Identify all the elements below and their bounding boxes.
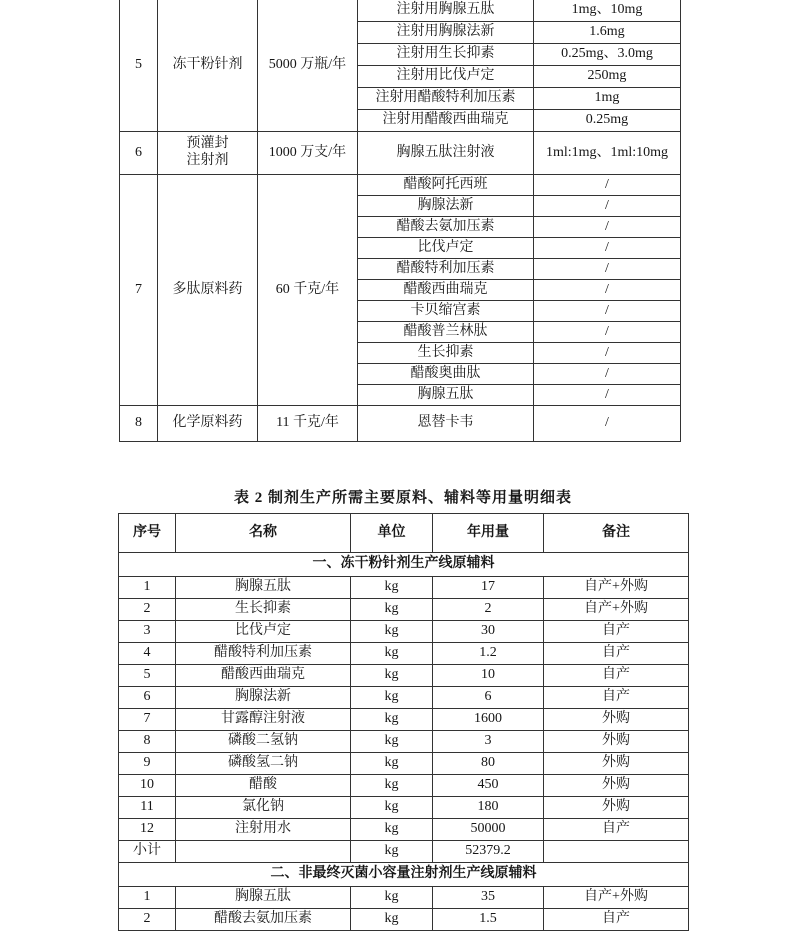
material-row xyxy=(119,753,689,775)
row-number-cell: 7 xyxy=(120,175,158,406)
material-row xyxy=(119,819,689,841)
product-name-cell: 恩替卡韦 xyxy=(358,406,534,442)
capacity-cell: 60 千克/年 xyxy=(258,175,358,406)
unit-cell: kg xyxy=(351,797,433,819)
material-row xyxy=(119,887,689,909)
product-spec-cell: / xyxy=(534,259,681,280)
material-row xyxy=(119,731,689,753)
annual-amount-cell: 1600 xyxy=(433,709,544,731)
product-spec-cell: 1ml:1mg、1ml:10mg xyxy=(534,132,681,175)
unit-cell: kg xyxy=(351,577,433,599)
product-spec-cell: / xyxy=(534,322,681,343)
seq-cell: 2 xyxy=(119,909,176,931)
material-name-cell: 比伐卢定 xyxy=(176,621,351,643)
seq-cell: 2 xyxy=(119,599,176,621)
material-name-cell: 醋酸去氨加压素 xyxy=(176,909,351,931)
note-cell: 自产 xyxy=(544,687,689,709)
note-cell: 自产+外购 xyxy=(544,599,689,621)
product-spec-cell: / xyxy=(534,364,681,385)
product-name-cell: 胸腺五肽注射液 xyxy=(358,132,534,175)
product-name-cell: 醋酸普兰林肽 xyxy=(358,322,534,343)
product-name-cell: 注射用醋酸西曲瑞克 xyxy=(358,110,534,132)
product-spec-cell: / xyxy=(534,196,681,217)
production-row xyxy=(120,132,681,175)
note-cell: 外购 xyxy=(544,797,689,819)
table2-header-seq: 序号 xyxy=(119,514,176,553)
note-cell: 自产 xyxy=(544,665,689,687)
note-cell: 外购 xyxy=(544,775,689,797)
product-spec-cell: / xyxy=(534,385,681,406)
annual-amount-cell: 3 xyxy=(433,731,544,753)
dosage-form-cell: 化学原料药 xyxy=(158,406,258,442)
table2-header-unit: 单位 xyxy=(351,514,433,553)
dosage-form-cell: 多肽原料药 xyxy=(158,175,258,406)
product-spec-cell: / xyxy=(534,238,681,259)
section-label-cell: 二、非最终灭菌小容量注射剂生产线原辅料 xyxy=(119,863,689,887)
material-name-cell: 注射用水 xyxy=(176,819,351,841)
note-cell: 外购 xyxy=(544,731,689,753)
unit-cell: kg xyxy=(351,841,433,863)
seq-cell: 1 xyxy=(119,887,176,909)
product-spec-cell: / xyxy=(534,217,681,238)
note-cell: 外购 xyxy=(544,709,689,731)
seq-cell: 10 xyxy=(119,775,176,797)
unit-cell: kg xyxy=(351,909,433,931)
capacity-cell: 11 千克/年 xyxy=(258,406,358,442)
product-spec-cell: 1mg xyxy=(534,88,681,110)
material-row xyxy=(119,909,689,931)
material-name-cell xyxy=(176,841,351,863)
production-row xyxy=(120,0,681,22)
annual-amount-cell: 450 xyxy=(433,775,544,797)
production-capacity-table xyxy=(119,0,681,442)
note-cell: 自产+外购 xyxy=(544,887,689,909)
production-row xyxy=(120,175,681,196)
product-name-cell: 胸腺法新 xyxy=(358,196,534,217)
material-name-cell: 醋酸 xyxy=(176,775,351,797)
material-row xyxy=(119,643,689,665)
table2-header-row xyxy=(119,514,689,553)
product-name-cell: 卡贝缩宫素 xyxy=(358,301,534,322)
material-row xyxy=(119,709,689,731)
production-row xyxy=(120,406,681,442)
note-cell: 自产 xyxy=(544,819,689,841)
capacity-cell: 1000 万支/年 xyxy=(258,132,358,175)
table2-header-note: 备注 xyxy=(544,514,689,553)
annual-amount-cell: 80 xyxy=(433,753,544,775)
material-name-cell: 醋酸西曲瑞克 xyxy=(176,665,351,687)
seq-cell: 9 xyxy=(119,753,176,775)
material-row xyxy=(119,841,689,863)
product-name-cell: 醋酸奥曲肽 xyxy=(358,364,534,385)
material-name-cell: 磷酸二氢钠 xyxy=(176,731,351,753)
product-name-cell: 注射用醋酸特利加压素 xyxy=(358,88,534,110)
seq-cell: 5 xyxy=(119,665,176,687)
product-name-cell: 比伐卢定 xyxy=(358,238,534,259)
seq-cell: 小计 xyxy=(119,841,176,863)
dosage-form-cell: 预灌封 注射剂 xyxy=(158,132,258,175)
product-spec-cell: / xyxy=(534,280,681,301)
product-name-cell: 醋酸特利加压素 xyxy=(358,259,534,280)
material-name-cell: 胸腺五肽 xyxy=(176,577,351,599)
material-row xyxy=(119,687,689,709)
annual-amount-cell: 6 xyxy=(433,687,544,709)
material-row xyxy=(119,621,689,643)
material-row xyxy=(119,599,689,621)
unit-cell: kg xyxy=(351,621,433,643)
material-row xyxy=(119,577,689,599)
unit-cell: kg xyxy=(351,887,433,909)
section-label-cell: 一、冻干粉针剂生产线原辅料 xyxy=(119,553,689,577)
material-name-cell: 胸腺五肽 xyxy=(176,887,351,909)
material-row xyxy=(119,665,689,687)
note-cell: 自产 xyxy=(544,621,689,643)
annual-amount-cell: 2 xyxy=(433,599,544,621)
product-name-cell: 生长抑素 xyxy=(358,343,534,364)
seq-cell: 1 xyxy=(119,577,176,599)
material-name-cell: 甘露醇注射液 xyxy=(176,709,351,731)
product-spec-cell: / xyxy=(534,343,681,364)
row-number-cell: 8 xyxy=(120,406,158,442)
product-name-cell: 胸腺五肽 xyxy=(358,385,534,406)
capacity-cell: 5000 万瓶/年 xyxy=(258,0,358,132)
note-cell: 自产 xyxy=(544,643,689,665)
unit-cell: kg xyxy=(351,687,433,709)
product-name-cell: 注射用胸腺法新 xyxy=(358,22,534,44)
row-number-cell: 5 xyxy=(120,0,158,132)
product-spec-cell: / xyxy=(534,406,681,442)
annual-amount-cell: 30 xyxy=(433,621,544,643)
product-spec-cell: 1mg、10mg xyxy=(534,0,681,22)
product-spec-cell: / xyxy=(534,175,681,196)
unit-cell: kg xyxy=(351,665,433,687)
material-name-cell: 磷酸氢二钠 xyxy=(176,753,351,775)
product-spec-cell: 250mg xyxy=(534,66,681,88)
note-cell: 外购 xyxy=(544,753,689,775)
product-spec-cell: 1.6mg xyxy=(534,22,681,44)
product-spec-cell: 0.25mg、3.0mg xyxy=(534,44,681,66)
table2-header-name: 名称 xyxy=(176,514,351,553)
dosage-form-cell: 冻干粉针剂 xyxy=(158,0,258,132)
seq-cell: 6 xyxy=(119,687,176,709)
annual-amount-cell: 180 xyxy=(433,797,544,819)
seq-cell: 3 xyxy=(119,621,176,643)
unit-cell: kg xyxy=(351,599,433,621)
unit-cell: kg xyxy=(351,775,433,797)
material-row xyxy=(119,775,689,797)
seq-cell: 12 xyxy=(119,819,176,841)
product-name-cell: 醋酸去氨加压素 xyxy=(358,217,534,238)
annual-amount-cell: 35 xyxy=(433,887,544,909)
seq-cell: 8 xyxy=(119,731,176,753)
material-row xyxy=(119,797,689,819)
annual-amount-cell: 1.5 xyxy=(433,909,544,931)
note-cell xyxy=(544,841,689,863)
seq-cell: 7 xyxy=(119,709,176,731)
unit-cell: kg xyxy=(351,709,433,731)
product-name-cell: 注射用生长抑素 xyxy=(358,44,534,66)
unit-cell: kg xyxy=(351,819,433,841)
material-name-cell: 氯化钠 xyxy=(176,797,351,819)
material-name-cell: 胸腺法新 xyxy=(176,687,351,709)
product-name-cell: 醋酸西曲瑞克 xyxy=(358,280,534,301)
seq-cell: 4 xyxy=(119,643,176,665)
product-name-cell: 注射用比伐卢定 xyxy=(358,66,534,88)
unit-cell: kg xyxy=(351,731,433,753)
row-number-cell: 6 xyxy=(120,132,158,175)
product-name-cell: 注射用胸腺五肽 xyxy=(358,0,534,22)
annual-amount-cell: 52379.2 xyxy=(433,841,544,863)
table2-header-annual-amount: 年用量 xyxy=(433,514,544,553)
annual-amount-cell: 17 xyxy=(433,577,544,599)
annual-amount-cell: 10 xyxy=(433,665,544,687)
note-cell: 自产+外购 xyxy=(544,577,689,599)
note-cell: 自产 xyxy=(544,909,689,931)
annual-amount-cell: 1.2 xyxy=(433,643,544,665)
product-name-cell: 醋酸阿托西班 xyxy=(358,175,534,196)
section-row xyxy=(119,863,689,887)
section-row xyxy=(119,553,689,577)
annual-amount-cell: 50000 xyxy=(433,819,544,841)
product-spec-cell: 0.25mg xyxy=(534,110,681,132)
product-spec-cell: / xyxy=(534,301,681,322)
material-name-cell: 醋酸特利加压素 xyxy=(176,643,351,665)
unit-cell: kg xyxy=(351,643,433,665)
table2-title: 表 2 制剂生产所需主要原料、辅料等用量明细表 xyxy=(233,490,572,506)
unit-cell: kg xyxy=(351,753,433,775)
material-usage-table xyxy=(118,513,689,931)
seq-cell: 11 xyxy=(119,797,176,819)
material-name-cell: 生长抑素 xyxy=(176,599,351,621)
